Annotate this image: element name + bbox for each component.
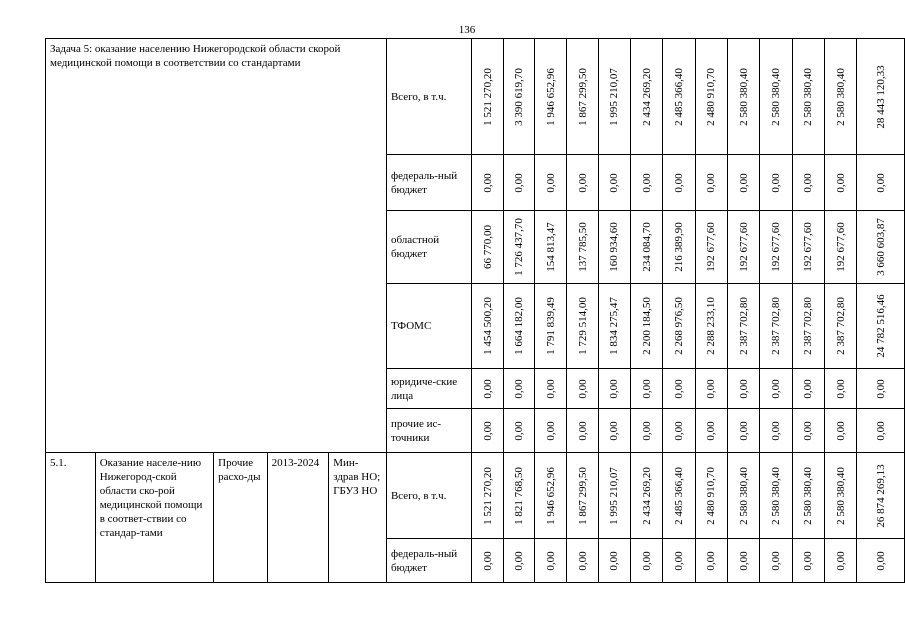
value-cell <box>695 453 727 539</box>
value-cell <box>663 211 695 284</box>
value-text: 192 677,60 <box>705 222 718 272</box>
value-text: 0,00 <box>512 420 525 441</box>
value-text: 2 387 702,80 <box>737 297 750 355</box>
item-executor: Мин-здрав НО; ГБУЗ НО <box>329 453 387 583</box>
value-cell <box>857 39 905 155</box>
value-text: 0,00 <box>640 550 653 571</box>
source-label: Всего, в т.ч. <box>386 39 471 155</box>
value-cell <box>567 453 598 539</box>
value-text: 154 813,47 <box>544 222 557 272</box>
value-text: 0,00 <box>512 172 525 193</box>
value-text: 1 946 652,96 <box>544 466 557 525</box>
value-cell <box>695 284 727 369</box>
value-cell <box>503 39 534 155</box>
value-text: 0,00 <box>640 378 653 399</box>
value-cell <box>535 211 567 284</box>
value-cell <box>567 409 598 453</box>
value-cell <box>792 211 824 284</box>
value-cell <box>472 369 503 409</box>
value-cell <box>631 539 663 583</box>
item-period: 2013-2024 <box>267 453 329 583</box>
value-text: 0,00 <box>874 378 887 399</box>
value-cell <box>760 409 792 453</box>
value-text: 2 387 702,80 <box>834 297 847 355</box>
value-cell <box>728 369 760 409</box>
value-text: 216 389,90 <box>673 222 686 272</box>
value-cell <box>535 155 567 211</box>
value-text: 0,00 <box>802 420 815 441</box>
source-label: прочие ис-точники <box>386 409 471 453</box>
value-text: 0,00 <box>737 378 750 399</box>
source-label: федераль-ный бюджет <box>386 539 471 583</box>
value-cell <box>503 539 534 583</box>
value-cell <box>792 39 824 155</box>
value-text: 0,00 <box>512 550 525 571</box>
value-text: 0,00 <box>481 550 494 571</box>
value-cell <box>695 409 727 453</box>
value-cell <box>503 211 534 284</box>
value-text: 1 995 210,07 <box>608 67 621 126</box>
value-cell <box>728 155 760 211</box>
value-text: 1 729 514,00 <box>576 297 589 355</box>
value-text: 3 660 603,87 <box>874 218 887 276</box>
value-cell <box>857 409 905 453</box>
value-text: 0,00 <box>802 550 815 571</box>
value-cell <box>631 211 663 284</box>
value-cell <box>535 409 567 453</box>
value-text: 0,00 <box>770 172 783 193</box>
value-text: 1 946 652,96 <box>544 67 557 126</box>
value-text: 0,00 <box>737 420 750 441</box>
value-cell <box>535 369 567 409</box>
value-cell <box>472 211 503 284</box>
value-cell <box>663 284 695 369</box>
value-text: 0,00 <box>834 378 847 399</box>
value-text: 160 934,60 <box>608 222 621 272</box>
value-text: 2 580 380,40 <box>802 67 815 126</box>
value-cell <box>567 539 598 583</box>
value-text: 1 821 768,50 <box>512 466 525 525</box>
value-text: 0,00 <box>834 420 847 441</box>
value-cell <box>598 211 630 284</box>
value-text: 26 874 269,13 <box>874 463 887 528</box>
value-cell <box>472 409 503 453</box>
value-cell <box>695 539 727 583</box>
value-text: 137 785,50 <box>576 222 589 272</box>
value-cell <box>792 409 824 453</box>
value-text: 0,00 <box>770 420 783 441</box>
value-text: 1 867 299,50 <box>576 466 589 525</box>
value-text: 2 387 702,80 <box>770 297 783 355</box>
value-cell <box>472 284 503 369</box>
value-cell <box>857 211 905 284</box>
value-cell <box>857 453 905 539</box>
table-row <box>46 453 905 539</box>
value-text: 2 480 910,70 <box>705 466 718 525</box>
value-text: 66 770,00 <box>481 225 494 269</box>
value-cell <box>567 155 598 211</box>
value-cell <box>760 155 792 211</box>
value-text: 0,00 <box>705 550 718 571</box>
value-text: 0,00 <box>608 550 621 571</box>
value-cell <box>760 539 792 583</box>
value-text: 2 580 380,40 <box>834 67 847 126</box>
value-cell <box>503 409 534 453</box>
value-text: 2 485 366,40 <box>673 67 686 126</box>
value-text: 2 480 910,70 <box>705 67 718 126</box>
value-cell <box>728 39 760 155</box>
value-text: 0,00 <box>802 172 815 193</box>
value-cell <box>567 369 598 409</box>
value-cell <box>760 211 792 284</box>
value-cell <box>472 39 503 155</box>
value-cell <box>825 369 857 409</box>
value-text: 2 434 269,20 <box>640 466 653 525</box>
value-text: 0,00 <box>576 378 589 399</box>
value-cell <box>472 453 503 539</box>
source-label: юридиче-ские лица <box>386 369 471 409</box>
value-text: 0,00 <box>673 550 686 571</box>
value-cell <box>503 284 534 369</box>
value-cell <box>598 409 630 453</box>
value-cell <box>792 284 824 369</box>
value-cell <box>728 453 760 539</box>
value-text: 2 580 380,40 <box>737 466 750 525</box>
value-cell <box>598 539 630 583</box>
page-number: 136 <box>458 24 476 36</box>
value-cell <box>792 453 824 539</box>
value-cell <box>695 211 727 284</box>
value-cell <box>535 39 567 155</box>
value-text: 1 791 839,49 <box>544 297 557 355</box>
value-text: 0,00 <box>608 378 621 399</box>
value-cell <box>503 369 534 409</box>
value-cell <box>663 539 695 583</box>
value-text: 0,00 <box>705 420 718 441</box>
value-cell <box>663 409 695 453</box>
value-text: 0,00 <box>874 172 887 193</box>
value-cell <box>567 284 598 369</box>
value-cell <box>631 284 663 369</box>
value-cell <box>825 284 857 369</box>
value-cell <box>503 155 534 211</box>
value-text: 2 200 184,50 <box>640 297 653 355</box>
value-text: 0,00 <box>544 420 557 441</box>
value-text: 2 434 269,20 <box>640 67 653 126</box>
value-text: 192 677,60 <box>834 222 847 272</box>
value-text: 0,00 <box>874 420 887 441</box>
value-text: 0,00 <box>544 172 557 193</box>
value-cell <box>792 539 824 583</box>
value-text: 1 521 270,20 <box>481 466 494 525</box>
value-text: 0,00 <box>737 172 750 193</box>
value-text: 2 580 380,40 <box>770 466 783 525</box>
value-text: 2 580 380,40 <box>834 466 847 525</box>
value-text: 1 726 437,70 <box>512 218 525 276</box>
value-cell <box>695 369 727 409</box>
value-cell <box>631 155 663 211</box>
value-text: 1 664 182,00 <box>512 297 525 355</box>
value-text: 1 834 275,47 <box>608 297 621 355</box>
value-cell <box>503 453 534 539</box>
value-cell <box>728 284 760 369</box>
source-label: федераль-ный бюджет <box>386 155 471 211</box>
value-text: 192 677,60 <box>802 222 815 272</box>
value-cell <box>857 284 905 369</box>
value-text: 0,00 <box>576 420 589 441</box>
value-cell <box>567 39 598 155</box>
value-text: 0,00 <box>673 378 686 399</box>
value-cell <box>760 39 792 155</box>
value-text: 0,00 <box>673 420 686 441</box>
value-text: 0,00 <box>874 550 887 571</box>
value-cell <box>760 453 792 539</box>
value-text: 2 387 702,80 <box>802 297 815 355</box>
value-cell <box>598 155 630 211</box>
value-cell <box>535 539 567 583</box>
value-text: 0,00 <box>544 378 557 399</box>
value-cell <box>663 369 695 409</box>
value-cell <box>825 39 857 155</box>
financing-table <box>45 38 905 583</box>
value-cell <box>695 155 727 211</box>
value-cell <box>825 453 857 539</box>
value-cell <box>695 39 727 155</box>
value-cell <box>472 155 503 211</box>
value-text: 0,00 <box>802 378 815 399</box>
value-text: 0,00 <box>481 420 494 441</box>
value-cell <box>825 539 857 583</box>
value-cell <box>825 211 857 284</box>
value-cell <box>857 155 905 211</box>
value-text: 28 443 120,33 <box>874 64 887 129</box>
value-cell <box>598 453 630 539</box>
value-cell <box>663 39 695 155</box>
value-text: 2 580 380,40 <box>737 67 750 126</box>
value-text: 0,00 <box>737 550 750 571</box>
value-text: 2 268 976,50 <box>673 297 686 355</box>
value-cell <box>760 369 792 409</box>
value-cell <box>631 453 663 539</box>
value-cell <box>598 369 630 409</box>
value-text: 0,00 <box>705 172 718 193</box>
value-text: 1 454 500,20 <box>481 297 494 355</box>
value-text: 1 867 299,50 <box>576 67 589 126</box>
value-text: 234 084,70 <box>640 222 653 272</box>
value-cell <box>535 453 567 539</box>
value-cell <box>728 539 760 583</box>
value-text: 2 485 366,40 <box>673 466 686 525</box>
value-cell <box>663 453 695 539</box>
value-cell <box>631 409 663 453</box>
value-cell <box>760 284 792 369</box>
value-text: 2 580 380,40 <box>770 67 783 126</box>
value-cell <box>631 369 663 409</box>
value-text: 1 995 210,07 <box>608 466 621 525</box>
value-text: 1 521 270,20 <box>481 67 494 126</box>
value-text: 2 288 233,10 <box>705 297 718 355</box>
value-cell <box>663 155 695 211</box>
source-label: ТФОМС <box>386 284 471 369</box>
value-text: 0,00 <box>770 550 783 571</box>
task-title: Задача 5: оказание населению Нижегородской области скорой медицинской помощи в соответствии со стандартами <box>46 39 387 453</box>
value-cell <box>792 369 824 409</box>
value-text: 0,00 <box>834 550 847 571</box>
item-name: Оказание населе-нию Нижегород-ской области ско-рой медицинской помощи в соответ-ствии со стандар-тами <box>95 453 213 583</box>
value-text: 2 580 380,40 <box>802 466 815 525</box>
value-cell <box>728 409 760 453</box>
value-cell <box>598 284 630 369</box>
value-text: 0,00 <box>544 550 557 571</box>
value-text: 192 677,60 <box>737 222 750 272</box>
value-text: 192 677,60 <box>770 222 783 272</box>
value-cell <box>631 39 663 155</box>
value-cell <box>825 155 857 211</box>
value-cell <box>567 211 598 284</box>
source-label: Всего, в т.ч. <box>386 453 471 539</box>
value-text: 0,00 <box>705 378 718 399</box>
value-cell <box>857 369 905 409</box>
value-text: 0,00 <box>576 550 589 571</box>
value-cell <box>472 539 503 583</box>
value-text: 0,00 <box>834 172 847 193</box>
value-cell <box>792 155 824 211</box>
value-text: 0,00 <box>608 172 621 193</box>
value-cell <box>825 409 857 453</box>
value-text: 0,00 <box>640 420 653 441</box>
value-text: 3 390 619,70 <box>512 67 525 126</box>
value-text: 0,00 <box>576 172 589 193</box>
value-text: 0,00 <box>481 378 494 399</box>
value-text: 0,00 <box>481 172 494 193</box>
value-text: 0,00 <box>673 172 686 193</box>
value-cell <box>598 39 630 155</box>
source-label: областной бюджет <box>386 211 471 284</box>
value-text: 0,00 <box>770 378 783 399</box>
item-expense-type: Прочие расхо-ды <box>214 453 267 583</box>
value-text: 0,00 <box>640 172 653 193</box>
value-text: 0,00 <box>608 420 621 441</box>
item-number: 5.1. <box>46 453 96 583</box>
value-cell <box>535 284 567 369</box>
value-cell <box>857 539 905 583</box>
value-text: 24 782 516,46 <box>874 294 887 358</box>
value-text: 0,00 <box>512 378 525 399</box>
table-row <box>46 39 905 155</box>
value-cell <box>728 211 760 284</box>
